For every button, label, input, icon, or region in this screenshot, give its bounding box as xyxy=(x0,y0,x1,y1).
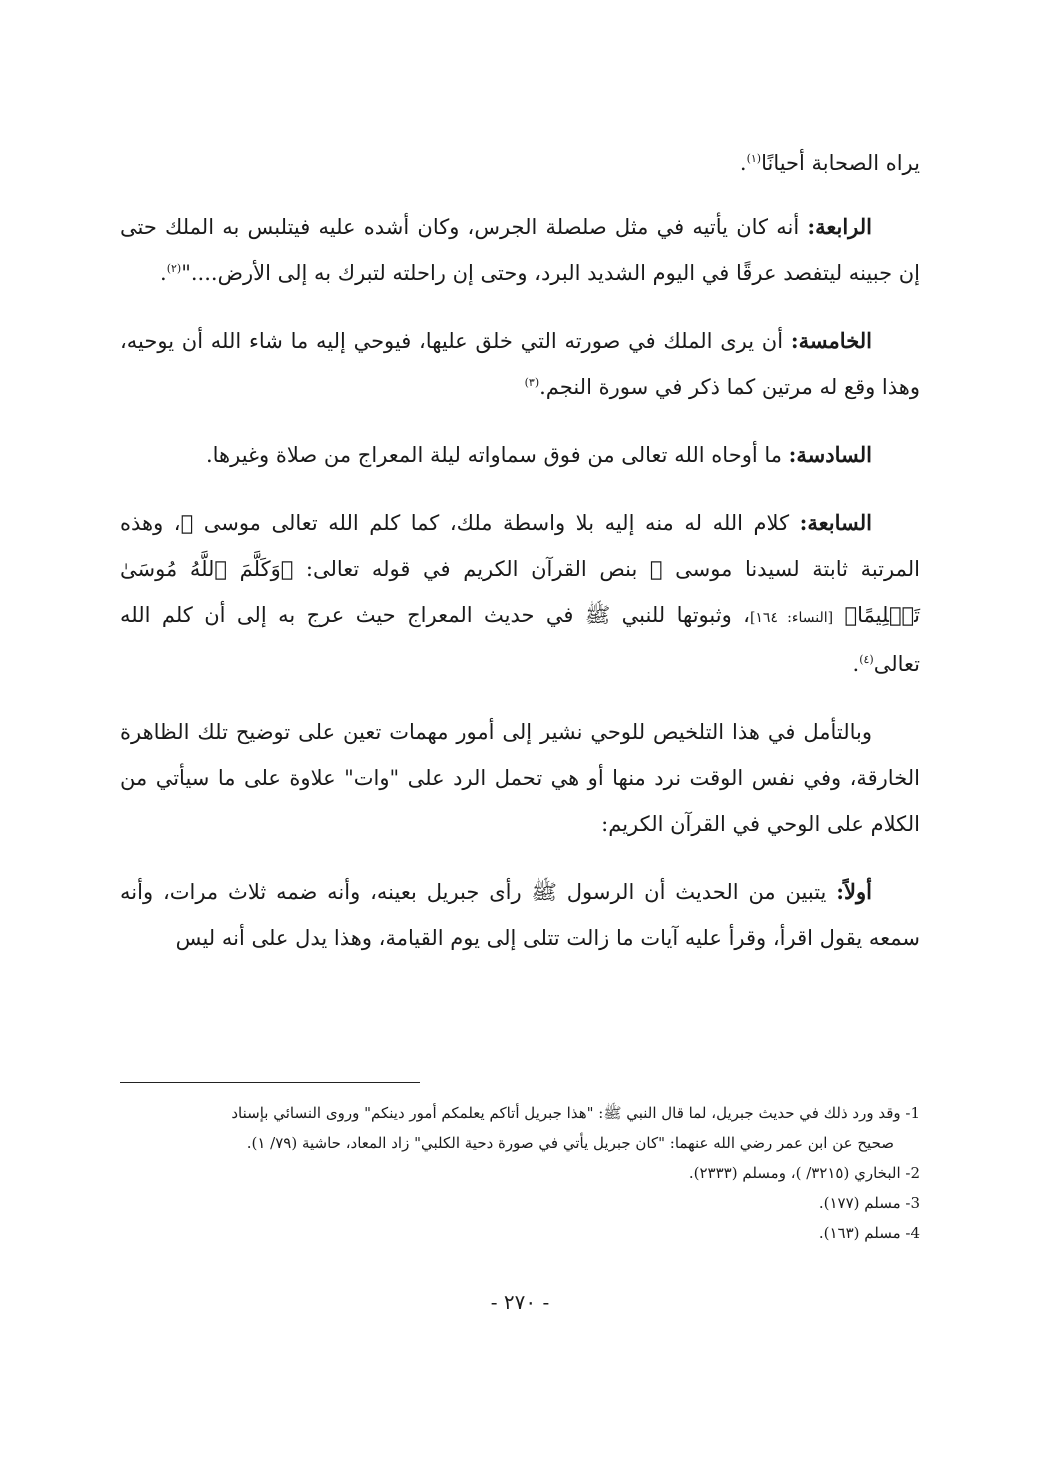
page-number: - ٢٧٠ - xyxy=(490,1290,550,1314)
footnote-1 xyxy=(120,1098,920,1158)
paragraph-seventh xyxy=(120,500,920,687)
footnote-ref-2[interactable]: (٢) xyxy=(166,262,182,275)
paragraph-end: . xyxy=(160,261,167,285)
footnote-3: 3- مسلم (١٧٧). xyxy=(818,1194,920,1212)
paragraph-text: يراه الصحابة أحيانًا xyxy=(761,151,920,175)
main-text xyxy=(120,140,920,983)
paragraph-reflection xyxy=(120,709,920,847)
paragraph-sixth xyxy=(120,432,920,478)
paragraph-label: الرابعة: xyxy=(807,214,872,239)
paragraph-fourth xyxy=(120,204,920,296)
paragraph-text: أنه كان يأتيه في مثل صلصلة الجرس، وكان أشده عليه فيتلبس به الملك حتى إن جبينه ليتفصد عرقًا في اليوم الشديد البرد، وحتى إن راحلته لتبرك به إلى الأرض...." xyxy=(120,215,920,285)
paragraph-end: . xyxy=(852,652,860,676)
paragraph-text: أن يرى الملك في صورته التي خلق عليها، فيوحي إليه ما شاء الله أن يوحيه، وهذا وقع له مرتين كما ذكر في سورة النجم. xyxy=(120,329,920,399)
paragraph-label: أولاً: xyxy=(836,879,872,904)
quran-reference: [النساء: ١٦٤] xyxy=(749,610,834,626)
footnote-ref-3[interactable]: (٣) xyxy=(524,376,540,389)
paragraph-text: يتبين من الحديث أن الرسول ﷺ رأى جبريل بعينه، وأنه ضمه ثلاث مرات، وأنه سمعه يقول اقرأ، وقرأ عليه آيات ما زالت تتلى إلى يوم القيامة، وهذا يدل على أنه ليس xyxy=(120,880,920,950)
paragraph-0 xyxy=(120,140,920,186)
paragraph-label: السادسة: xyxy=(788,442,872,467)
paragraph-end: . xyxy=(739,151,747,175)
footnote-ref-4[interactable]: (٤) xyxy=(859,653,874,666)
paragraph-text: وبالتأمل في هذا التلخيص للوحي نشير إلى أمور مهمات تعين على توضيح تلك الظاهرة الخارقة، وفي نفس الوقت نرد منها أو هي تحمل الرد على "وات" علاوة على ما سيأتي من الكلام على الوحي في القرآن الكريم: xyxy=(120,720,920,836)
footnote-ref-1[interactable]: (١) xyxy=(746,152,762,165)
footnote-text-continued: صحيح عن ابن عمر رضي الله عنهما: "كان جبريل يأتي في صورة دحية الكلبي" زاد المعاد، حاشية (٧٩/ ١). xyxy=(246,1134,894,1152)
paragraph-label: السابعة: xyxy=(799,510,872,535)
paragraph-text: كلام الله له منه إليه بلا واسطة ملك، كما كلم الله تعالى موسى ﷺ، وهذه المرتبة ثابتة لسيدنا موسى ﷺ بنص القرآن الكريم في قوله تعالى: ﴿وَكَلَّمَ ٱللَّهُ مُوسَىٰ تَكۡلِيمًا﴾ xyxy=(120,511,920,627)
paragraph-label: الخامسة: xyxy=(790,328,872,353)
footnote-divider xyxy=(120,1082,420,1083)
footnote-text: 1- وقد ورد ذلك في حديث جبريل، لما قال النبي ﷺ: "هذا جبريل أتاكم يعلمكم أمور دينكم" وروى النسائي بإسناد xyxy=(231,1104,920,1122)
paragraph-first-point xyxy=(120,869,920,961)
footnote-2: 2- البخاري (٣٢١٥/ )، ومسلم (٢٣٣٣). xyxy=(688,1164,920,1182)
paragraph-fifth xyxy=(120,318,920,410)
paragraph-text: ما أوحاه الله تعالى من فوق سماواته ليلة المعراج من صلاة وغيرها. xyxy=(205,443,789,467)
paragraph-text-continued: ، وثبوتها للنبي ﷺ في حديث المعراج حيث عرج به إلى أن كلم الله تعالى xyxy=(120,603,920,676)
footnote-4: 4- مسلم (١٦٣). xyxy=(818,1224,920,1242)
footnote-list xyxy=(120,1098,920,1248)
